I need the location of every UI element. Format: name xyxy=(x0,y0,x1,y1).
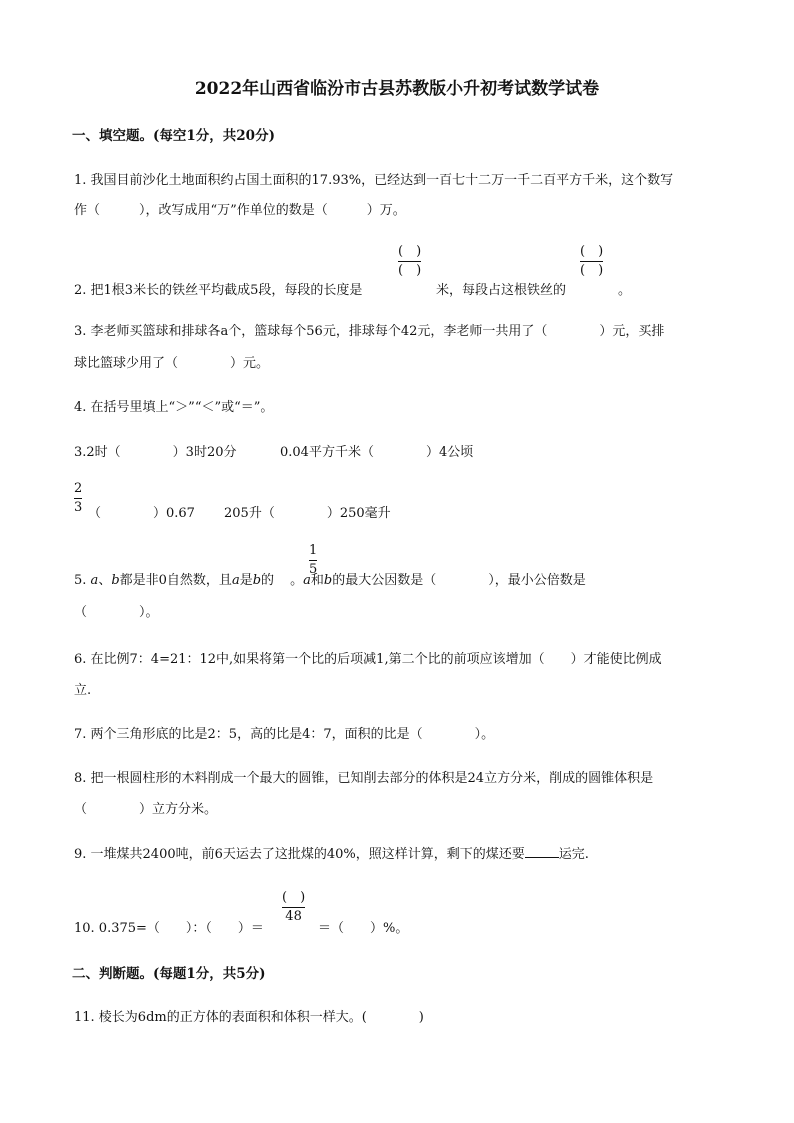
fraction-numerator: ( ) xyxy=(282,890,306,905)
variable-a: a xyxy=(303,573,311,588)
question-5-number: 5. xyxy=(74,573,91,588)
variable-a: a xyxy=(90,573,99,588)
question-11: 11. 棱长为6dm的正方体的表面积和体积一样大。( ) xyxy=(74,1010,424,1025)
variable-b: b xyxy=(323,573,333,588)
question-9 xyxy=(74,843,589,862)
fraction-numerator: 2 xyxy=(74,481,83,496)
fraction-denominator: ( ) xyxy=(398,263,422,278)
fraction-denominator: 3 xyxy=(74,500,83,515)
question-10-fraction xyxy=(282,890,305,925)
fraction-bar xyxy=(74,498,82,499)
fraction-bar xyxy=(309,560,317,561)
question-5-text-e: 。 xyxy=(290,573,304,588)
question-4-prompt: 4. 在括号里填上“＞”“＜”或“＝”。 xyxy=(74,400,274,415)
question-5-and: 和 xyxy=(310,573,324,588)
question-5-separator: 、 xyxy=(98,573,112,588)
question-4-compare-3: （ ）0.67 xyxy=(88,506,195,521)
question-2-text-b: 米，每段占这根铁丝的 xyxy=(436,283,567,298)
question-7: 7. 两个三角形底的比是2：5，高的比是4：7，面积的比是（ ）。 xyxy=(74,727,495,742)
fraction-numerator: ( ) xyxy=(398,244,422,259)
variable-b: b xyxy=(252,573,262,588)
question-6-line-1: 6. 在比例7：4=21：12中,如果将第一个比的后项减1,第二个比的前项应该增加（ ）才能使比例成 xyxy=(74,652,662,667)
fraction-numerator: 1 xyxy=(309,543,318,558)
section-heading-true-false: 二、判断题。(每题1分，共5分) xyxy=(72,966,266,982)
question-5-line-2: （ ）。 xyxy=(74,605,159,620)
question-3-line-1: 3. 李老师买篮球和排球各a个，篮球每个56元，排球每个42元，李老师一共用了（ ）元，买排 xyxy=(74,324,665,339)
fraction-bar xyxy=(398,261,421,262)
section-heading-fill-blank: 一、填空题。(每空1分，共20分) xyxy=(72,128,275,144)
question-1-line-2: 作（ ），改写成用“万”作单位的数是（ ）万。 xyxy=(74,203,406,218)
question-9-text-a: 9. 一堆煤共2400吨，前6天运去了这批煤的40%，照这样计算，剩下的煤还要 xyxy=(74,847,525,862)
question-2-fraction-blank-1 xyxy=(398,244,421,279)
question-2-text-a: 2. 把1根3米长的铁丝平均截成5段，每段的长度是 xyxy=(74,283,363,298)
variable-b: b xyxy=(111,573,120,588)
question-4-compare-2: 0.04平方千米（ ）4公顷 xyxy=(280,445,474,460)
question-10-text-b: ＝（ ）%。 xyxy=(318,921,409,936)
question-2-text-c: 。 xyxy=(618,283,632,298)
question-4-compare-4: 205升（ ）250毫升 xyxy=(224,506,391,521)
question-8-line-1: 8. 把一根圆柱形的木料削成一个最大的圆锥，已知削去部分的体积是24立方分米，削成的圆锥体积是 xyxy=(74,771,654,786)
question-2-fraction-blank-2 xyxy=(580,244,603,279)
question-5-text-d: 的 xyxy=(261,573,275,588)
fraction-bar xyxy=(580,261,603,262)
variable-a: a xyxy=(231,573,240,588)
question-3-line-2: 球比篮球少用了（ ）元。 xyxy=(74,356,270,371)
answer-blank-line xyxy=(525,845,559,858)
question-1-line-1: 1. 我国目前沙化土地面积约占国土面积的17.93%，已经达到一百七十二万一千二百平方千米，这个数写 xyxy=(74,173,674,188)
page-title: 2022年山西省临汾市古县苏教版小升初考试数学试卷 xyxy=(194,79,600,99)
fraction-bar xyxy=(282,907,305,908)
fraction-denominator: ( ) xyxy=(580,263,604,278)
question-5-text-b: 都是非0自然数，且 xyxy=(119,573,232,588)
question-4-fraction-two-thirds xyxy=(74,481,82,516)
question-9-text-b: 运完. xyxy=(558,847,589,862)
fraction-numerator: ( ) xyxy=(580,244,604,259)
question-5-text-f: 的最大公因数是（ ），最小公倍数是 xyxy=(332,573,586,588)
fraction-denominator: 5 xyxy=(309,562,318,577)
question-10-text-a: 10. 0.375=（ ）：（ ）＝ xyxy=(74,921,264,936)
question-6-line-2: 立. xyxy=(74,683,92,698)
question-5-fraction-one-fifth xyxy=(309,543,317,578)
question-5-text-c: 是 xyxy=(239,573,253,588)
question-4-compare-1: 3.2时（ ）3时20分 xyxy=(74,445,237,460)
question-5-line-1 xyxy=(74,569,586,588)
question-8-line-2: （ ）立方分米。 xyxy=(74,802,218,817)
fraction-denominator: 48 xyxy=(285,909,302,924)
